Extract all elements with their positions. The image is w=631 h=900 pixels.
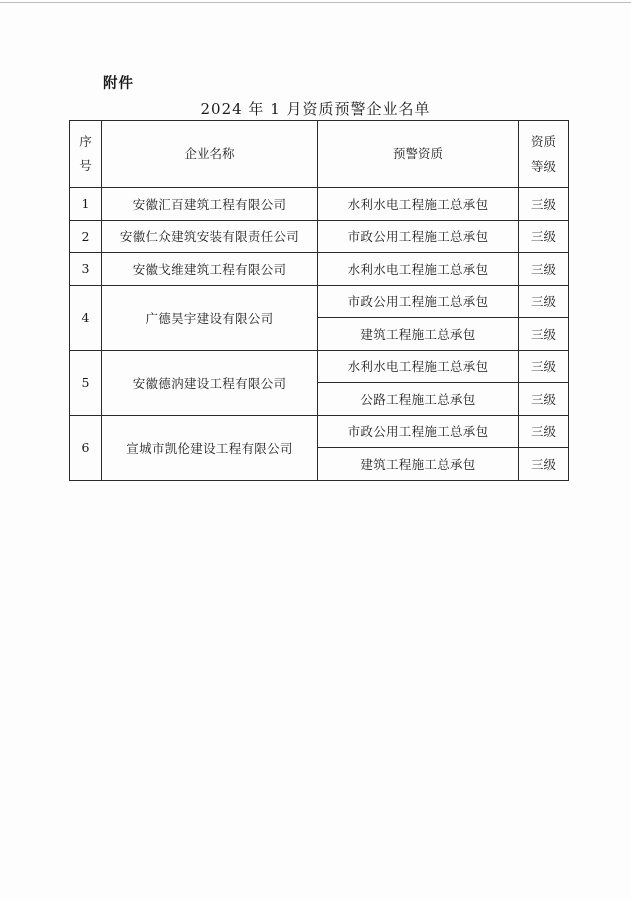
header-seq: 序号 (70, 121, 102, 188)
cell-qualification: 市政公用工程施工总承包 (318, 285, 519, 318)
cell-grade: 三级 (519, 318, 569, 351)
cell-company-name: 广德昊宇建设有限公司 (102, 285, 318, 350)
warning-company-table (69, 120, 569, 481)
cell-company-name: 安徽戈维建筑工程有限公司 (102, 253, 318, 286)
cell-grade: 三级 (519, 415, 569, 448)
cell-company-name: 安徽仁众建筑安装有限责任公司 (102, 220, 318, 253)
cell-qualification: 公路工程施工总承包 (318, 383, 519, 416)
cell-qualification: 水利水电工程施工总承包 (318, 350, 519, 383)
cell-seq: 5 (70, 350, 102, 415)
document-title: 2024 年 1 月资质预警企业名单 (200, 100, 431, 118)
table-row (70, 253, 569, 286)
cell-grade: 三级 (519, 285, 569, 318)
scan-edge-line (0, 2, 631, 3)
cell-seq: 6 (70, 415, 102, 480)
cell-qualification: 市政公用工程施工总承包 (318, 220, 519, 253)
cell-qualification: 市政公用工程施工总承包 (318, 415, 519, 448)
cell-seq: 3 (70, 253, 102, 286)
cell-qualification: 建筑工程施工总承包 (318, 448, 519, 481)
cell-qualification: 建筑工程施工总承包 (318, 318, 519, 351)
header-grade: 资质等级 (519, 121, 569, 188)
table-row (70, 285, 569, 318)
cell-qualification: 水利水电工程施工总承包 (318, 188, 519, 221)
table-body (70, 188, 569, 481)
attachment-label: 附件 (103, 76, 134, 92)
table-row (70, 350, 569, 383)
table-header-row (70, 121, 569, 188)
cell-grade: 三级 (519, 383, 569, 416)
cell-grade: 三级 (519, 220, 569, 253)
cell-grade: 三级 (519, 188, 569, 221)
header-qualification: 预警资质 (318, 121, 519, 188)
cell-grade: 三级 (519, 448, 569, 481)
cell-seq: 1 (70, 188, 102, 221)
table-row (70, 220, 569, 253)
cell-grade: 三级 (519, 350, 569, 383)
table-row (70, 188, 569, 221)
cell-company-name: 宣城市凯伦建设工程有限公司 (102, 415, 318, 480)
cell-company-name: 安徽德汭建设工程有限公司 (102, 350, 318, 415)
cell-company-name: 安徽汇百建筑工程有限公司 (102, 188, 318, 221)
cell-qualification: 水利水电工程施工总承包 (318, 253, 519, 286)
cell-seq: 4 (70, 285, 102, 350)
table-row (70, 415, 569, 448)
cell-seq: 2 (70, 220, 102, 253)
header-company: 企业名称 (102, 121, 318, 188)
cell-grade: 三级 (519, 253, 569, 286)
